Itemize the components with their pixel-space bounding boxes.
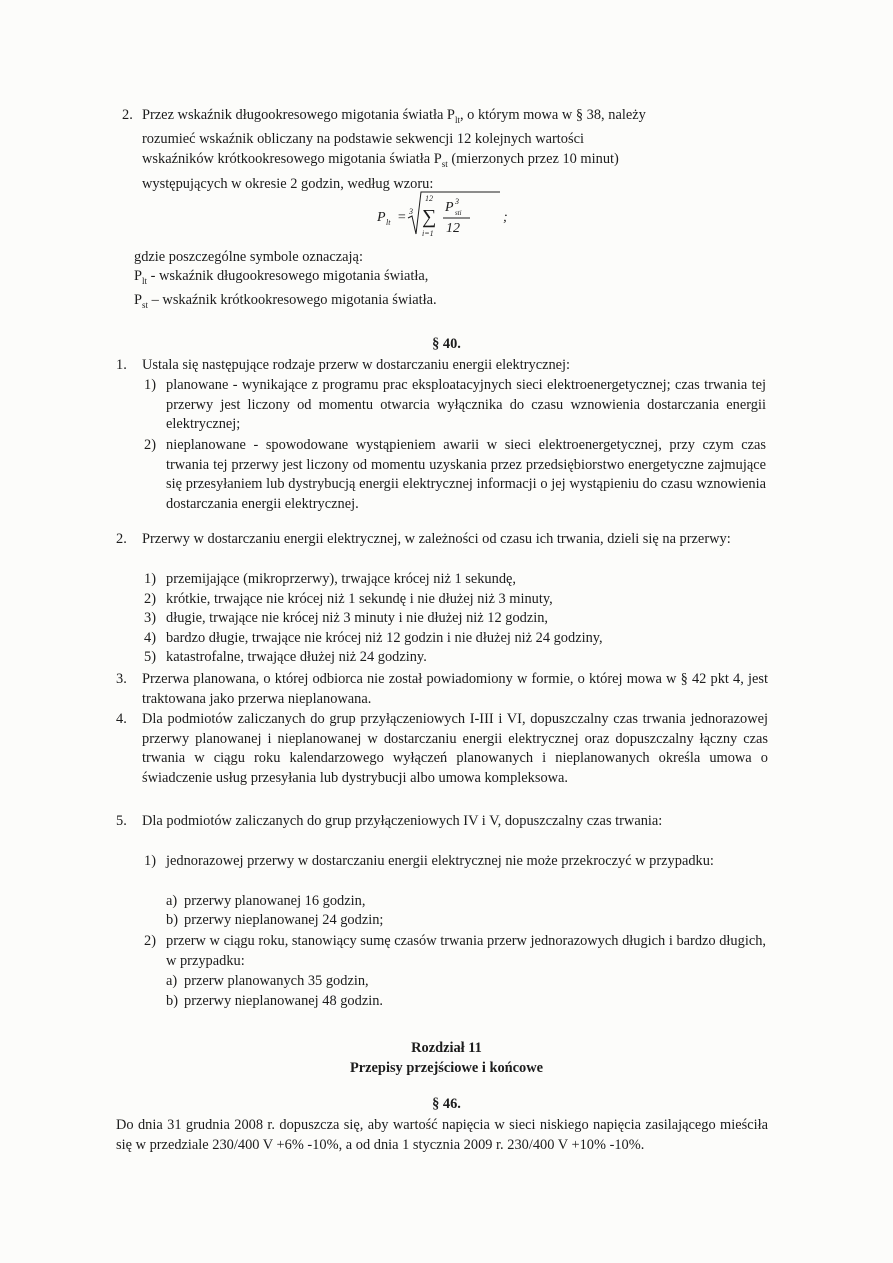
item-text: Dla podmiotów zaliczanych do grup przyłączeniowych IV i V, dopuszczalny czas trwania: [142, 813, 663, 829]
item-text: Przez wskaźnik długookresowego migotania światła $P_{lt}$, o którym mowa w § 38, należy rozumieć wskaźnik obliczany na podstawie sekwencji 12 kolejnych wartości wskaźników krótkookresowego migotania światła $P_{st}$ (mierzonych przez 10 minut) występujących w okresie 2 godzin, według wzoru: [142, 107, 646, 192]
item-number: 1) [144, 377, 156, 393]
s40-item-5-1-a [166, 892, 766, 912]
item-number: a) [166, 973, 178, 989]
s46-text: Do dnia 31 grudnia 2008 r. dopuszcza się, aby wartość napięcia w sieci niskiego napięcia zasilającego mieściła się w przedziale 230/400 V +6% -10%, a od dnia 1 stycznia 2009 r. 230/400 V +10% -10%. [116, 1117, 768, 1153]
item-text: Przerwa planowana, o której odbiorca nie został powiadomiony w formie, o której mowa w § 42 pkt 4, jest traktowana jako przerwa nieplanowana. [142, 671, 768, 707]
item-text: jednorazowej przerwy w dostarczaniu energii elektrycznej nie może przekroczyć w przypadku: [166, 853, 714, 869]
s40-item-5 [116, 812, 768, 832]
item-number: 2) [144, 437, 156, 453]
item-number: 4. [116, 711, 127, 727]
s40-item-4 [116, 710, 768, 788]
symbol-plt: $P_{lt}$ - wskaźnik długookresowego migotania światła, [134, 268, 429, 286]
item-text: Dla podmiotów zaliczanych do grup przyłączeniowych I-III i VI, dopuszczalny czas trwania jednorazowej przerwy planowanej i nieplanowanej w dostarczaniu energii elektrycznej oraz dopuszczalny łączny czas trwania w ciągu roku kalendarzowego wyłączeń planowanych i nieplanowanych określa umowa o świadczenie usług przesyłania lub dystrybucji albo umowa kompleksowa. [142, 711, 768, 786]
item-text: przerwy nieplanowanej 24 godzin; [184, 912, 384, 928]
numerator-sub: sti [455, 209, 462, 217]
formula-tail: ; [503, 210, 508, 225]
item-number: 2) [144, 933, 156, 949]
s40-item-5-2-a [166, 972, 766, 992]
list-item: 5) katastrofalne, trwające dłużej niż 24 godziny. [144, 649, 427, 666]
s40-item-1-2 [144, 436, 766, 514]
s40-item-5-2-b [166, 992, 766, 1012]
paragraph-item-2 [122, 106, 767, 194]
item-text: przerwy nieplanowanej 48 godzin. [184, 993, 384, 1009]
symbols-block [134, 248, 734, 315]
chapter-title: Rozdział 11 [411, 1040, 482, 1056]
flicker-formula [375, 187, 515, 245]
numerator: P [445, 200, 454, 215]
item-text: Ustala się następujące rodzaje przerw w dostarczaniu energii elektrycznej: [142, 357, 571, 373]
formula-lhs-sub: lt [386, 218, 391, 227]
sum-bottom: i=1 [422, 229, 434, 238]
section-46-heading: § 46. [432, 1096, 461, 1112]
item-number: 3. [116, 671, 127, 687]
chapter-subtitle: Przepisy przejściowe i końcowe [349, 1060, 544, 1076]
formula-graphic [375, 187, 515, 245]
item-text: planowane - wynikające z programu prac eksploatacyjnych sieci elektroenergetycznej; czas trwania tej przerwy jest liczony od momentu otwarcia wyłącznika do czasu wznowienia dostarczania energii elektrycznej; [166, 377, 766, 433]
symbols-intro: gdzie poszczególne symbole oznaczają: [134, 249, 363, 265]
formula-eq: = [397, 210, 407, 225]
section-40-heading: § 40. [432, 336, 461, 352]
list-item: 2) krótkie, trwające nie krócej niż 1 sekundę i nie dłużej niż 3 minuty, [144, 590, 553, 607]
item-number: 1) [144, 853, 156, 869]
s46-text-block [116, 1116, 768, 1155]
formula-root-index: 3 [409, 207, 413, 216]
s40-item-1-1 [144, 376, 766, 435]
s40-item-1 [116, 356, 768, 376]
item-text: przerw w ciągu roku, stanowiący sumę czasów trwania przerw jednorazowych długich i bardzo długich, w przypadku: [166, 933, 766, 969]
symbol-pst: $P_{st}$ – wskaźnik krótkookresowego migotania światła. [134, 291, 437, 310]
denominator: 12 [446, 221, 460, 236]
s40-item-2-list [144, 570, 766, 668]
item-number: 2. [122, 107, 133, 123]
item-number: a) [166, 893, 178, 909]
list-item: 3) długie, trwające nie krócej niż 3 minuty i nie dłużej niż 12 godzin, [144, 610, 549, 627]
numerator-sup: 3 [455, 197, 459, 206]
item-number: b) [166, 993, 178, 1009]
item-number: 2. [116, 531, 127, 547]
item-text: nieplanowane - spowodowane wystąpieniem awarii w sieci elektroenergetycznej, przy czym czas trwania tej przerwy jest liczony od momentu uzyskania przez przedsiębiorstwo energetyczne zajmujące się przesyłaniem lub dystrybucją energii elektrycznej informacji o jej wystąpieniu do czasu wznowienia dostarczania energii elektrycznej. [166, 437, 766, 512]
s40-item-3 [116, 670, 768, 709]
s40-item-5-2 [144, 932, 766, 971]
item-number: 1. [116, 357, 127, 373]
sum-top: 12 [425, 194, 433, 203]
list-item: 4) bardzo długie, trwające nie krócej niż 12 godzin i nie dłużej niż 24 godziny, [144, 629, 603, 646]
s40-item-5-1-b [166, 911, 766, 931]
s40-item-2 [116, 530, 768, 550]
formula-lhs: P [377, 210, 386, 225]
sum-sign: ∑ [422, 206, 437, 228]
item-number: b) [166, 912, 178, 928]
item-number: 5. [116, 813, 127, 829]
item-text: przerw planowanych 35 godzin, [184, 973, 369, 989]
list-item: 1) przemijające (mikroprzerwy), trwające krócej niż 1 sekundę, [144, 571, 516, 587]
s40-item-5-1 [144, 852, 766, 872]
item-text: Przerwy w dostarczaniu energii elektrycznej, w zależności od czasu ich trwania, dzieli się na przerwy: [142, 531, 731, 547]
item-text: przerwy planowanej 16 godzin, [184, 893, 366, 909]
